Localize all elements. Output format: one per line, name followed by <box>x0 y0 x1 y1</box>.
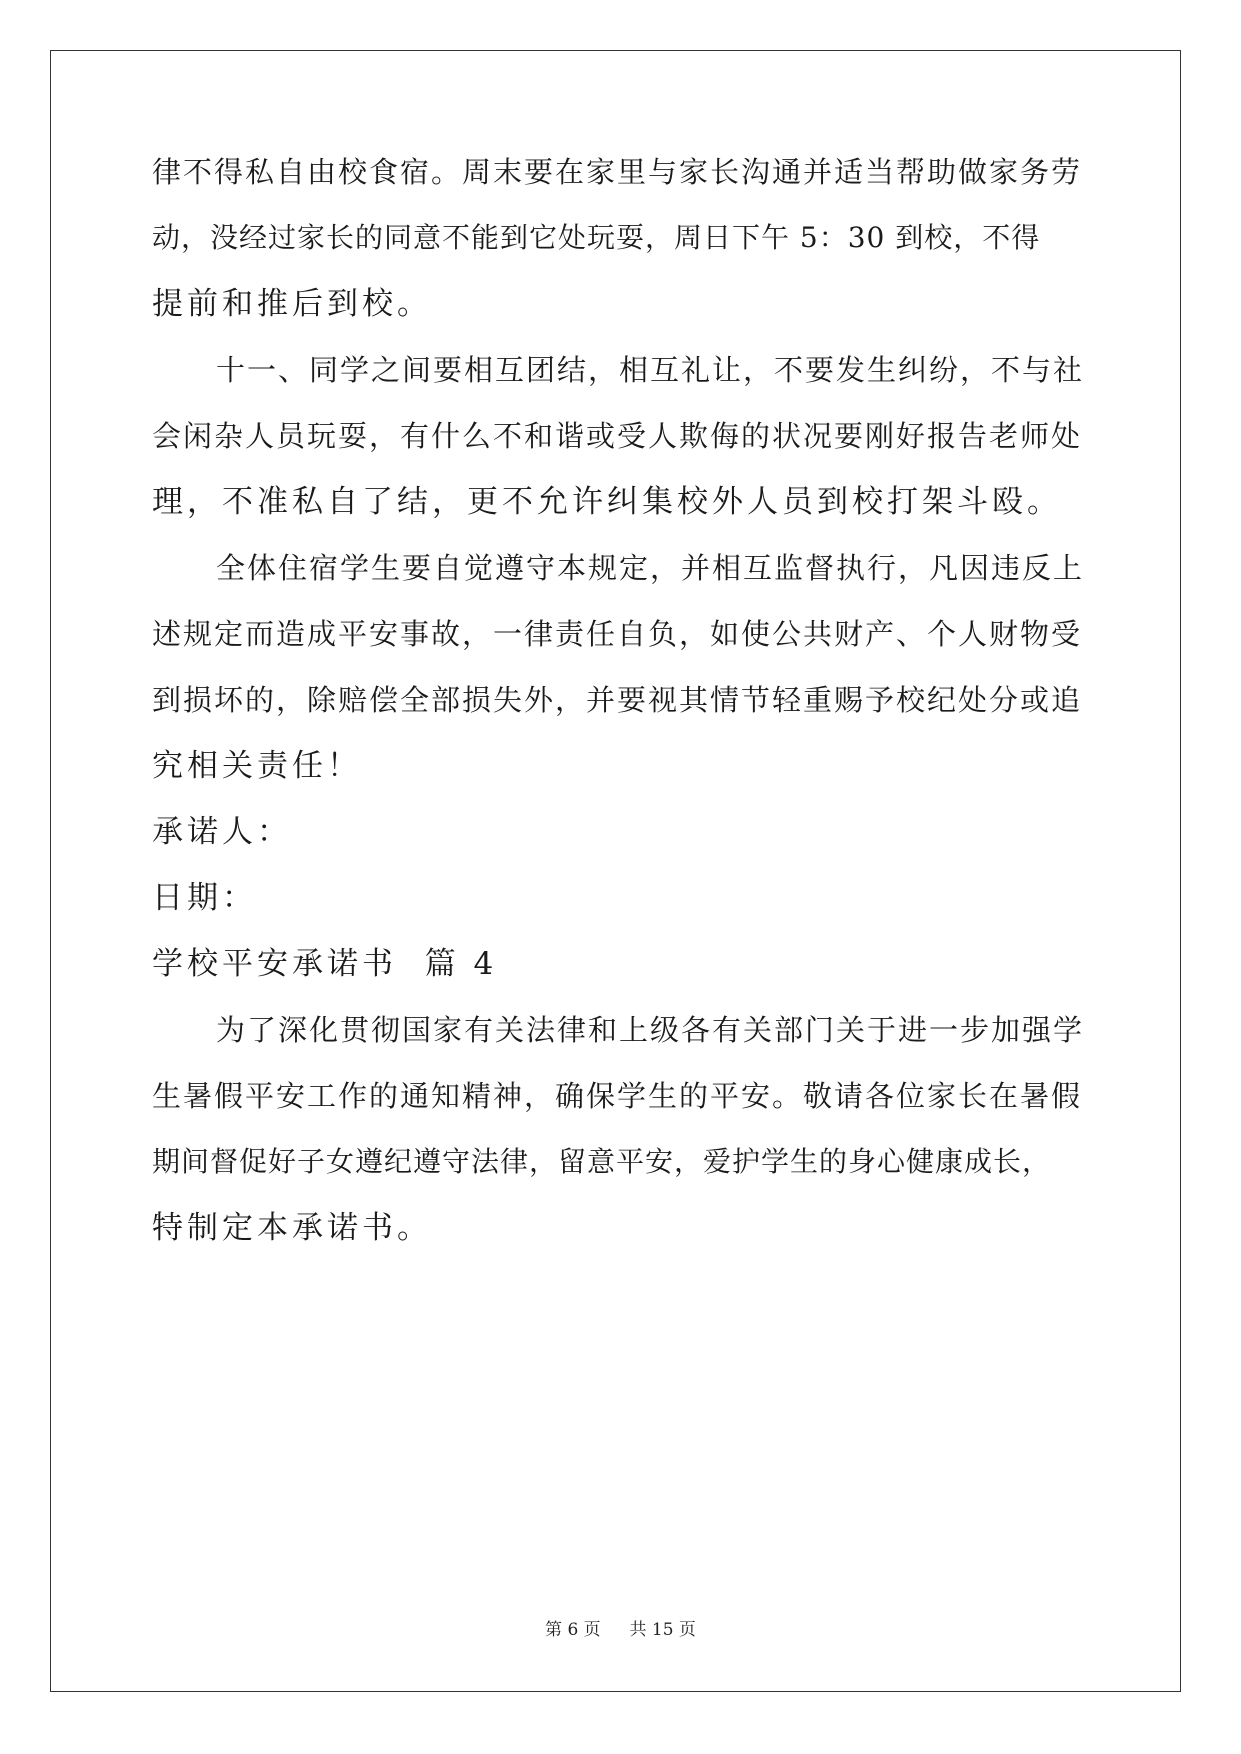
section-heading: 学校平安承诺书 篇 4 <box>152 946 498 982</box>
text-line: 期间督促好子女遵纪遵守法律，留意平安，爱护学生的身心健康成长， <box>152 1145 1052 1178</box>
text-line: 提前和推后到校。 <box>152 286 432 322</box>
page-number: 第 6 页 <box>545 1620 601 1640</box>
page-total: 共 15 页 <box>629 1620 696 1640</box>
text-line: 理，不准私自了结，更不允许纠集校外人员到校打架斗殴。 <box>152 484 1062 520</box>
text-line: 律不得私自由校食宿。周末要在家里与家长沟通并适当帮助做家务劳 <box>152 155 1083 189</box>
text-line: 动，没经过家长的同意不能到它处玩耍，周日下午 5：30 到校，不得 <box>152 221 1041 254</box>
page-footer <box>0 1620 1241 1640</box>
text-line: 会闲杂人员玩耍，有什么不和谐或受人欺侮的状况要刚好报告老师处 <box>152 419 1083 453</box>
text-line: 全体住宿学生要自觉遵守本规定，并相互监督执行，凡因违反上 <box>216 551 1085 585</box>
text-line: 特制定本承诺书。 <box>152 1210 432 1246</box>
text-line: 生暑假平安工作的通知精神，确保学生的平安。敬请各位家长在暑假 <box>152 1079 1083 1113</box>
text-line: 究相关责任！ <box>152 748 362 784</box>
date-label: 日期： <box>152 880 257 916</box>
text-line: 述规定而造成平安事故，一律责任自负，如使公共财产、个人财物受 <box>152 617 1083 651</box>
promisor-label: 承诺人： <box>152 814 292 850</box>
text-line: 为了深化贯彻国家有关法律和上级各有关部门关于进一步加强学 <box>216 1013 1085 1047</box>
text-line: 到损坏的，除赔偿全部损失外，并要视其情节轻重赐予校纪处分或追 <box>152 683 1083 717</box>
text-line: 十一、同学之间要相互团结，相互礼让，不要发生纠纷，不与社 <box>216 353 1085 387</box>
